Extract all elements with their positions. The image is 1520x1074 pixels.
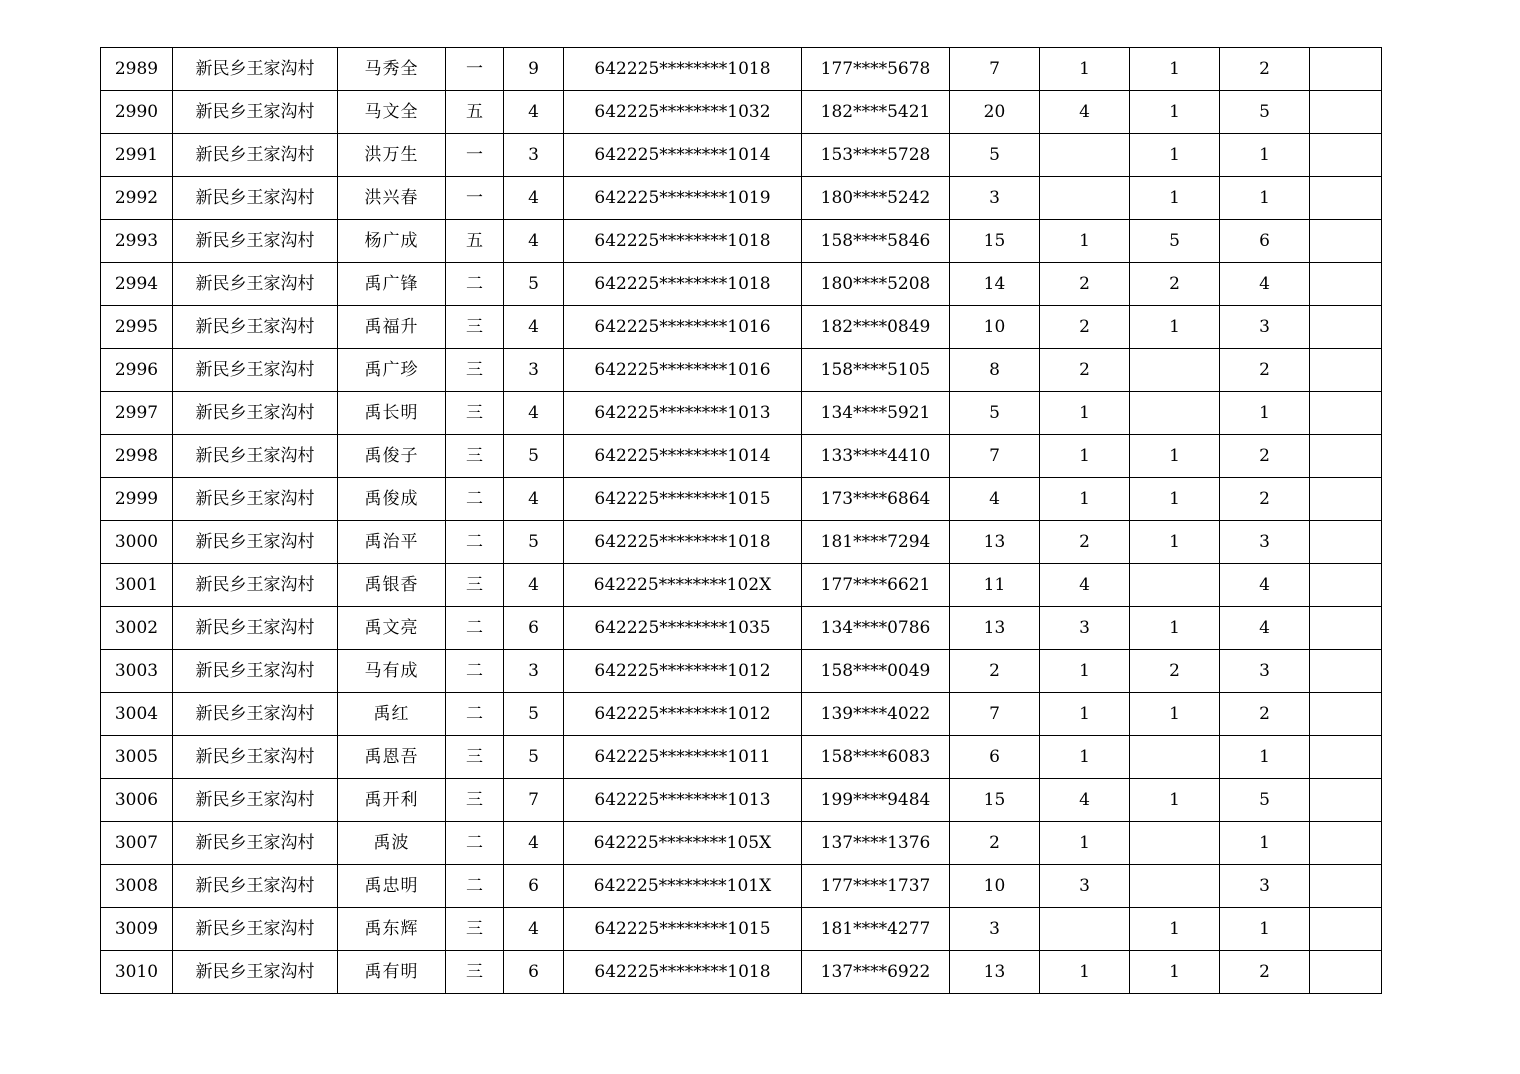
cell-n2: 2 xyxy=(1040,306,1130,349)
cell-note xyxy=(1310,220,1382,263)
cell-n3: 5 xyxy=(1130,220,1220,263)
cell-idno: 642225********1018 xyxy=(564,521,802,564)
cell-n3: 1 xyxy=(1130,306,1220,349)
cell-num: 4 xyxy=(504,478,564,521)
cell-village: 新民乡王家沟村 xyxy=(173,521,338,564)
cell-num: 4 xyxy=(504,822,564,865)
cell-n3: 1 xyxy=(1130,478,1220,521)
cell-group: 三 xyxy=(446,306,504,349)
cell-note xyxy=(1310,736,1382,779)
cell-id: 2991 xyxy=(101,134,173,177)
cell-n2: 1 xyxy=(1040,736,1130,779)
cell-num: 4 xyxy=(504,908,564,951)
cell-idno: 642225********1016 xyxy=(564,349,802,392)
cell-n1: 6 xyxy=(950,736,1040,779)
cell-idno: 642225********1012 xyxy=(564,693,802,736)
cell-note xyxy=(1310,650,1382,693)
data-table-container xyxy=(100,47,1382,994)
cell-note xyxy=(1310,521,1382,564)
cell-n3 xyxy=(1130,736,1220,779)
data-table xyxy=(100,47,1382,994)
cell-n1: 14 xyxy=(950,263,1040,306)
cell-id: 3010 xyxy=(101,951,173,994)
cell-name: 马有成 xyxy=(338,650,446,693)
cell-idno: 642225********1014 xyxy=(564,134,802,177)
cell-n3 xyxy=(1130,865,1220,908)
cell-num: 5 xyxy=(504,521,564,564)
cell-phone: 182****0849 xyxy=(802,306,950,349)
cell-group: 二 xyxy=(446,650,504,693)
cell-num: 6 xyxy=(504,607,564,650)
cell-n4: 4 xyxy=(1220,263,1310,306)
cell-group: 二 xyxy=(446,607,504,650)
cell-id: 3002 xyxy=(101,607,173,650)
cell-village: 新民乡王家沟村 xyxy=(173,822,338,865)
cell-idno: 642225********1035 xyxy=(564,607,802,650)
cell-phone: 137****6922 xyxy=(802,951,950,994)
cell-name: 禹银香 xyxy=(338,564,446,607)
table-row xyxy=(101,822,1382,865)
cell-village: 新民乡王家沟村 xyxy=(173,736,338,779)
cell-num: 6 xyxy=(504,951,564,994)
table-row xyxy=(101,91,1382,134)
cell-idno: 642225********1012 xyxy=(564,650,802,693)
table-row xyxy=(101,263,1382,306)
cell-n3: 2 xyxy=(1130,650,1220,693)
cell-id: 2994 xyxy=(101,263,173,306)
cell-phone: 139****4022 xyxy=(802,693,950,736)
table-row xyxy=(101,564,1382,607)
cell-note xyxy=(1310,779,1382,822)
cell-idno: 642225********101X xyxy=(564,865,802,908)
cell-name: 禹开利 xyxy=(338,779,446,822)
cell-note xyxy=(1310,306,1382,349)
cell-n4: 1 xyxy=(1220,134,1310,177)
cell-phone: 180****5242 xyxy=(802,177,950,220)
cell-n3: 1 xyxy=(1130,435,1220,478)
cell-n1: 15 xyxy=(950,220,1040,263)
table-row xyxy=(101,349,1382,392)
cell-n2: 4 xyxy=(1040,564,1130,607)
cell-phone: 173****6864 xyxy=(802,478,950,521)
cell-idno: 642225********1015 xyxy=(564,478,802,521)
cell-n4: 3 xyxy=(1220,650,1310,693)
cell-id: 3001 xyxy=(101,564,173,607)
cell-n4: 1 xyxy=(1220,908,1310,951)
cell-name: 禹忠明 xyxy=(338,865,446,908)
cell-n1: 10 xyxy=(950,306,1040,349)
cell-name: 禹红 xyxy=(338,693,446,736)
cell-name: 禹恩吾 xyxy=(338,736,446,779)
cell-group: 五 xyxy=(446,220,504,263)
cell-id: 2990 xyxy=(101,91,173,134)
cell-n4: 1 xyxy=(1220,736,1310,779)
cell-name: 禹东辉 xyxy=(338,908,446,951)
cell-id: 2992 xyxy=(101,177,173,220)
cell-phone: 137****1376 xyxy=(802,822,950,865)
cell-n2 xyxy=(1040,908,1130,951)
cell-group: 三 xyxy=(446,736,504,779)
cell-note xyxy=(1310,865,1382,908)
cell-n2: 4 xyxy=(1040,779,1130,822)
table-row xyxy=(101,650,1382,693)
cell-group: 二 xyxy=(446,693,504,736)
cell-id: 2997 xyxy=(101,392,173,435)
cell-phone: 177****6621 xyxy=(802,564,950,607)
cell-n1: 7 xyxy=(950,693,1040,736)
cell-n4: 2 xyxy=(1220,478,1310,521)
cell-n1: 7 xyxy=(950,48,1040,91)
cell-n4: 5 xyxy=(1220,779,1310,822)
table-row xyxy=(101,306,1382,349)
cell-group: 二 xyxy=(446,865,504,908)
cell-id: 3004 xyxy=(101,693,173,736)
table-row xyxy=(101,220,1382,263)
cell-phone: 181****4277 xyxy=(802,908,950,951)
cell-n1: 4 xyxy=(950,478,1040,521)
cell-name: 禹有明 xyxy=(338,951,446,994)
cell-n3: 1 xyxy=(1130,908,1220,951)
cell-num: 4 xyxy=(504,220,564,263)
cell-num: 3 xyxy=(504,349,564,392)
cell-name: 禹俊子 xyxy=(338,435,446,478)
cell-n4: 3 xyxy=(1220,521,1310,564)
cell-idno: 642225********1016 xyxy=(564,306,802,349)
cell-name: 禹俊成 xyxy=(338,478,446,521)
cell-phone: 158****6083 xyxy=(802,736,950,779)
cell-village: 新民乡王家沟村 xyxy=(173,177,338,220)
cell-n1: 15 xyxy=(950,779,1040,822)
cell-n3: 1 xyxy=(1130,951,1220,994)
cell-group: 一 xyxy=(446,48,504,91)
cell-n1: 2 xyxy=(950,822,1040,865)
cell-n2 xyxy=(1040,134,1130,177)
cell-n3 xyxy=(1130,822,1220,865)
cell-n1: 7 xyxy=(950,435,1040,478)
cell-note xyxy=(1310,263,1382,306)
cell-note xyxy=(1310,349,1382,392)
cell-n4: 2 xyxy=(1220,693,1310,736)
cell-village: 新民乡王家沟村 xyxy=(173,693,338,736)
cell-idno: 642225********1013 xyxy=(564,779,802,822)
cell-n4: 4 xyxy=(1220,564,1310,607)
cell-note xyxy=(1310,822,1382,865)
cell-group: 二 xyxy=(446,521,504,564)
cell-phone: 134****0786 xyxy=(802,607,950,650)
cell-num: 4 xyxy=(504,177,564,220)
cell-phone: 177****5678 xyxy=(802,48,950,91)
cell-idno: 642225********1011 xyxy=(564,736,802,779)
cell-n1: 13 xyxy=(950,607,1040,650)
cell-group: 三 xyxy=(446,779,504,822)
cell-phone: 181****7294 xyxy=(802,521,950,564)
table-row xyxy=(101,48,1382,91)
cell-n2 xyxy=(1040,177,1130,220)
cell-group: 二 xyxy=(446,263,504,306)
cell-name: 禹福升 xyxy=(338,306,446,349)
cell-note xyxy=(1310,134,1382,177)
table-row xyxy=(101,521,1382,564)
table-row xyxy=(101,134,1382,177)
cell-num: 4 xyxy=(504,306,564,349)
cell-n3 xyxy=(1130,349,1220,392)
cell-village: 新民乡王家沟村 xyxy=(173,48,338,91)
cell-id: 2995 xyxy=(101,306,173,349)
cell-phone: 180****5208 xyxy=(802,263,950,306)
table-row xyxy=(101,478,1382,521)
cell-id: 2999 xyxy=(101,478,173,521)
cell-phone: 177****1737 xyxy=(802,865,950,908)
cell-id: 3008 xyxy=(101,865,173,908)
cell-group: 一 xyxy=(446,177,504,220)
cell-note xyxy=(1310,693,1382,736)
cell-n2: 2 xyxy=(1040,263,1130,306)
cell-n2: 1 xyxy=(1040,220,1130,263)
cell-n3 xyxy=(1130,564,1220,607)
cell-idno: 642225********102X xyxy=(564,564,802,607)
cell-idno: 642225********1018 xyxy=(564,48,802,91)
cell-note xyxy=(1310,607,1382,650)
cell-n4: 4 xyxy=(1220,607,1310,650)
cell-group: 三 xyxy=(446,392,504,435)
cell-idno: 642225********1018 xyxy=(564,951,802,994)
cell-idno: 642225********1019 xyxy=(564,177,802,220)
cell-group: 一 xyxy=(446,134,504,177)
cell-n3: 1 xyxy=(1130,134,1220,177)
cell-num: 4 xyxy=(504,392,564,435)
cell-n4: 1 xyxy=(1220,177,1310,220)
cell-note xyxy=(1310,177,1382,220)
cell-num: 3 xyxy=(504,134,564,177)
cell-n4: 1 xyxy=(1220,392,1310,435)
cell-num: 5 xyxy=(504,435,564,478)
cell-group: 二 xyxy=(446,478,504,521)
cell-n1: 10 xyxy=(950,865,1040,908)
cell-idno: 642225********1013 xyxy=(564,392,802,435)
table-row xyxy=(101,779,1382,822)
cell-village: 新民乡王家沟村 xyxy=(173,564,338,607)
cell-phone: 199****9484 xyxy=(802,779,950,822)
cell-n3: 1 xyxy=(1130,607,1220,650)
cell-phone: 158****5846 xyxy=(802,220,950,263)
table-row xyxy=(101,392,1382,435)
cell-num: 5 xyxy=(504,693,564,736)
cell-village: 新民乡王家沟村 xyxy=(173,349,338,392)
cell-num: 4 xyxy=(504,91,564,134)
table-row xyxy=(101,908,1382,951)
cell-phone: 158****5105 xyxy=(802,349,950,392)
cell-n4: 3 xyxy=(1220,865,1310,908)
cell-village: 新民乡王家沟村 xyxy=(173,779,338,822)
cell-phone: 133****4410 xyxy=(802,435,950,478)
cell-n2: 2 xyxy=(1040,349,1130,392)
cell-num: 3 xyxy=(504,650,564,693)
cell-village: 新民乡王家沟村 xyxy=(173,134,338,177)
cell-id: 2993 xyxy=(101,220,173,263)
cell-idno: 642225********1032 xyxy=(564,91,802,134)
cell-n3: 1 xyxy=(1130,521,1220,564)
table-row xyxy=(101,607,1382,650)
table-row xyxy=(101,693,1382,736)
cell-idno: 642225********1018 xyxy=(564,220,802,263)
cell-village: 新民乡王家沟村 xyxy=(173,607,338,650)
cell-n2: 1 xyxy=(1040,822,1130,865)
cell-n3 xyxy=(1130,392,1220,435)
cell-id: 2989 xyxy=(101,48,173,91)
cell-num: 6 xyxy=(504,865,564,908)
cell-n2: 1 xyxy=(1040,650,1130,693)
cell-village: 新民乡王家沟村 xyxy=(173,908,338,951)
cell-id: 3003 xyxy=(101,650,173,693)
cell-n2: 1 xyxy=(1040,951,1130,994)
cell-village: 新民乡王家沟村 xyxy=(173,263,338,306)
cell-n4: 2 xyxy=(1220,48,1310,91)
cell-village: 新民乡王家沟村 xyxy=(173,650,338,693)
cell-group: 三 xyxy=(446,908,504,951)
cell-n1: 13 xyxy=(950,951,1040,994)
cell-note xyxy=(1310,435,1382,478)
cell-name: 禹文亮 xyxy=(338,607,446,650)
cell-village: 新民乡王家沟村 xyxy=(173,951,338,994)
cell-name: 洪万生 xyxy=(338,134,446,177)
cell-n2: 4 xyxy=(1040,91,1130,134)
cell-phone: 158****0049 xyxy=(802,650,950,693)
cell-n3: 1 xyxy=(1130,91,1220,134)
cell-idno: 642225********1018 xyxy=(564,263,802,306)
cell-n4: 2 xyxy=(1220,951,1310,994)
cell-note xyxy=(1310,951,1382,994)
cell-n1: 5 xyxy=(950,134,1040,177)
cell-num: 4 xyxy=(504,564,564,607)
cell-group: 三 xyxy=(446,349,504,392)
cell-n1: 13 xyxy=(950,521,1040,564)
cell-num: 5 xyxy=(504,263,564,306)
cell-n1: 11 xyxy=(950,564,1040,607)
cell-n2: 1 xyxy=(1040,392,1130,435)
table-row xyxy=(101,865,1382,908)
cell-group: 五 xyxy=(446,91,504,134)
cell-name: 杨广成 xyxy=(338,220,446,263)
cell-note xyxy=(1310,908,1382,951)
cell-idno: 642225********1015 xyxy=(564,908,802,951)
cell-num: 9 xyxy=(504,48,564,91)
cell-id: 3007 xyxy=(101,822,173,865)
cell-n2: 1 xyxy=(1040,693,1130,736)
cell-n3: 1 xyxy=(1130,779,1220,822)
cell-name: 禹波 xyxy=(338,822,446,865)
cell-n4: 3 xyxy=(1220,306,1310,349)
cell-note xyxy=(1310,48,1382,91)
cell-village: 新民乡王家沟村 xyxy=(173,392,338,435)
cell-village: 新民乡王家沟村 xyxy=(173,478,338,521)
cell-num: 5 xyxy=(504,736,564,779)
cell-id: 2996 xyxy=(101,349,173,392)
cell-group: 二 xyxy=(446,822,504,865)
cell-idno: 642225********1014 xyxy=(564,435,802,478)
cell-village: 新民乡王家沟村 xyxy=(173,220,338,263)
cell-village: 新民乡王家沟村 xyxy=(173,306,338,349)
cell-village: 新民乡王家沟村 xyxy=(173,865,338,908)
cell-n1: 2 xyxy=(950,650,1040,693)
cell-n2: 3 xyxy=(1040,865,1130,908)
cell-group: 三 xyxy=(446,564,504,607)
cell-name: 马秀全 xyxy=(338,48,446,91)
cell-n2: 1 xyxy=(1040,435,1130,478)
cell-id: 3000 xyxy=(101,521,173,564)
cell-village: 新民乡王家沟村 xyxy=(173,91,338,134)
cell-n4: 6 xyxy=(1220,220,1310,263)
cell-note xyxy=(1310,478,1382,521)
table-body xyxy=(101,48,1382,994)
cell-id: 3006 xyxy=(101,779,173,822)
cell-id: 3005 xyxy=(101,736,173,779)
cell-name: 洪兴春 xyxy=(338,177,446,220)
cell-note xyxy=(1310,91,1382,134)
cell-group: 三 xyxy=(446,951,504,994)
cell-n1: 3 xyxy=(950,177,1040,220)
cell-n1: 8 xyxy=(950,349,1040,392)
cell-n4: 2 xyxy=(1220,349,1310,392)
cell-note xyxy=(1310,392,1382,435)
cell-n1: 3 xyxy=(950,908,1040,951)
table-row xyxy=(101,177,1382,220)
cell-phone: 134****5921 xyxy=(802,392,950,435)
cell-n2: 3 xyxy=(1040,607,1130,650)
cell-name: 禹广锋 xyxy=(338,263,446,306)
cell-n4: 1 xyxy=(1220,822,1310,865)
cell-name: 禹广珍 xyxy=(338,349,446,392)
cell-id: 2998 xyxy=(101,435,173,478)
cell-phone: 153****5728 xyxy=(802,134,950,177)
cell-n3: 1 xyxy=(1130,693,1220,736)
cell-n1: 5 xyxy=(950,392,1040,435)
cell-n4: 5 xyxy=(1220,91,1310,134)
cell-n3: 1 xyxy=(1130,48,1220,91)
table-row xyxy=(101,736,1382,779)
cell-n3: 1 xyxy=(1130,177,1220,220)
cell-n2: 2 xyxy=(1040,521,1130,564)
cell-n3: 2 xyxy=(1130,263,1220,306)
cell-id: 3009 xyxy=(101,908,173,951)
cell-num: 7 xyxy=(504,779,564,822)
cell-n2: 1 xyxy=(1040,48,1130,91)
cell-group: 三 xyxy=(446,435,504,478)
cell-name: 禹治平 xyxy=(338,521,446,564)
cell-n4: 2 xyxy=(1220,435,1310,478)
cell-name: 禹长明 xyxy=(338,392,446,435)
table-row xyxy=(101,951,1382,994)
cell-village: 新民乡王家沟村 xyxy=(173,435,338,478)
cell-n1: 20 xyxy=(950,91,1040,134)
table-row xyxy=(101,435,1382,478)
cell-idno: 642225********105X xyxy=(564,822,802,865)
cell-phone: 182****5421 xyxy=(802,91,950,134)
cell-note xyxy=(1310,564,1382,607)
cell-n2: 1 xyxy=(1040,478,1130,521)
cell-name: 马文全 xyxy=(338,91,446,134)
